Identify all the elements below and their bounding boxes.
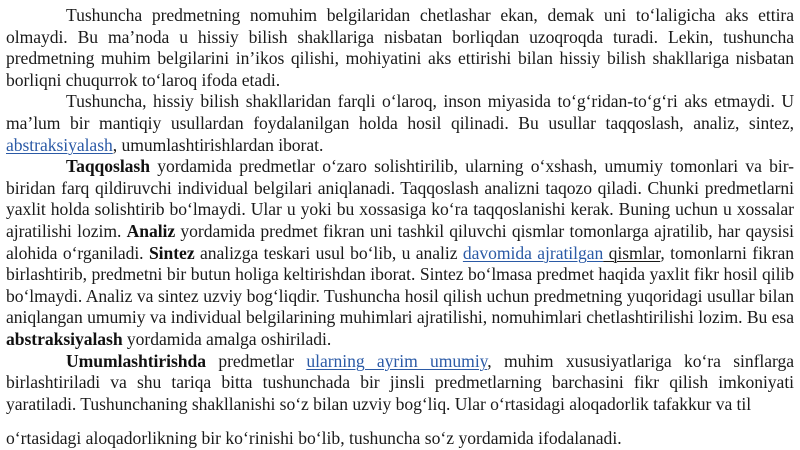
term-analiz: Analiz [126,220,176,241]
abstraksiyalash-link[interactable]: abstraksiyalash [6,134,113,155]
cut-off-line [6,428,794,450]
underlined-qismlar: qismlar [603,242,661,263]
paragraph-3-text-3: analizga teskari usul bo‘lib, u analiz [194,242,463,263]
paragraph-3 [6,156,794,350]
term-sintez: Sintez [148,242,195,263]
ularning-ayrim-umumiy-link[interactable]: ularning ayrim umumiy [306,350,488,371]
paragraph-4 [6,351,794,416]
paragraph-4-text-1: predmetlar [205,350,307,371]
term-abstraksiyalash: abstraksiyalash [6,328,123,349]
document-body [6,5,794,415]
paragraph-3-text-2: yordamida predmet fikran uni tashkil qiluvchi qismlar tomonlarga ajratilib, har qaysisi alohida o‘rganiladi. [6,220,794,263]
paragraph-1: Tushuncha predmetning nomuhim belgilaridan chetlashar ekan, demak uni to‘laligicha aks ettira olmaydi. Bu ma’noda u hissiy bilish shakllariga nisbatan borliqdan uzoqroqda turadi. Lekin, tushuncha predmetning muhim belgilarini in’ikos qilishi, mohiyatini aks ettirishi bilan hissiy bilish shakllariga nisbatan borliqni chuqurrok to‘laroq ifoda etadi. [6,5,794,90]
cut-off-line-text: o‘rtasidagi aloqadorlikning bir ko‘rinishi bo‘lib, tushuncha so‘z yordamida ifodalanadi. [6,428,622,448]
paragraph-2-text: Tushuncha, hissiy bilish shakllaridan farqli o‘laroq, inson miyasida to‘g‘ridan-to‘g‘ri aks etmaydi. U ma’lum bir mantiqiy usullardan foydalanilgan holda hosil qilinadi. Bu usullar taqqoslash, analiz, sintez, [6,91,794,133]
paragraph-4-text-2: , muhim xususiyatlariga ko‘ra sinflarga birlashtiriladi va shu tariqa bitta tushunchada bir jinsli predmetlarning barchasini fikr qilish imkoniyati yaratiladi. Tushunchaning shakllanishi so‘z bilan uzviy bog‘liq. Ular o‘rtasidagi aloqadorlik tafakkur va til [6,350,794,414]
paragraph-2 [6,91,794,156]
paragraph-2-tail: , umumlashtirishlardan iborat. [112,134,324,155]
paragraph-3-text-1: yordamida predmetlar o‘zaro solishtirilib, ularning o‘xshash, umumiy tomonlari va bir-biridan farq qildiruvchi individual belgilari aniqlanadi. Taqqoslash analizni taqozo qiladi. Chunki predmetlarni yaxlit holda solishtirib bo‘lmaydi. Ular u yoki bu xossasiga ko‘ra taqqoslanishi kerak. Buning uchun u xossalar ajratilishi lozim. [6,156,794,241]
term-taqqoslash: Taqqoslash [66,156,150,177]
term-umumlashtirishda: Umumlashtirishda [66,350,206,371]
paragraph-3-text-5: yordamida amalga oshiriladi. [122,328,332,349]
paragraph-3-text-4: , tomonlarni fikran birlashtirib, predmetni bir butun holiga keltirishdan iborat. Sintez bo‘lmasa predmet haqida yaxlit fikr hosil qilib bo‘lmaydi. Analiz va sintez uzviy bog‘liqdir. Tushuncha hosil qilish uchun predmetning yuqoridagi usullar bilan aniqlangan umumiy va individual belgilarining muhimlari ajratilishi, nomuhimlari chetlashtirilishi lozim. Bu esa [6,242,794,328]
davomida-ajratilgan-link[interactable]: davomida ajratilgan [462,242,604,263]
